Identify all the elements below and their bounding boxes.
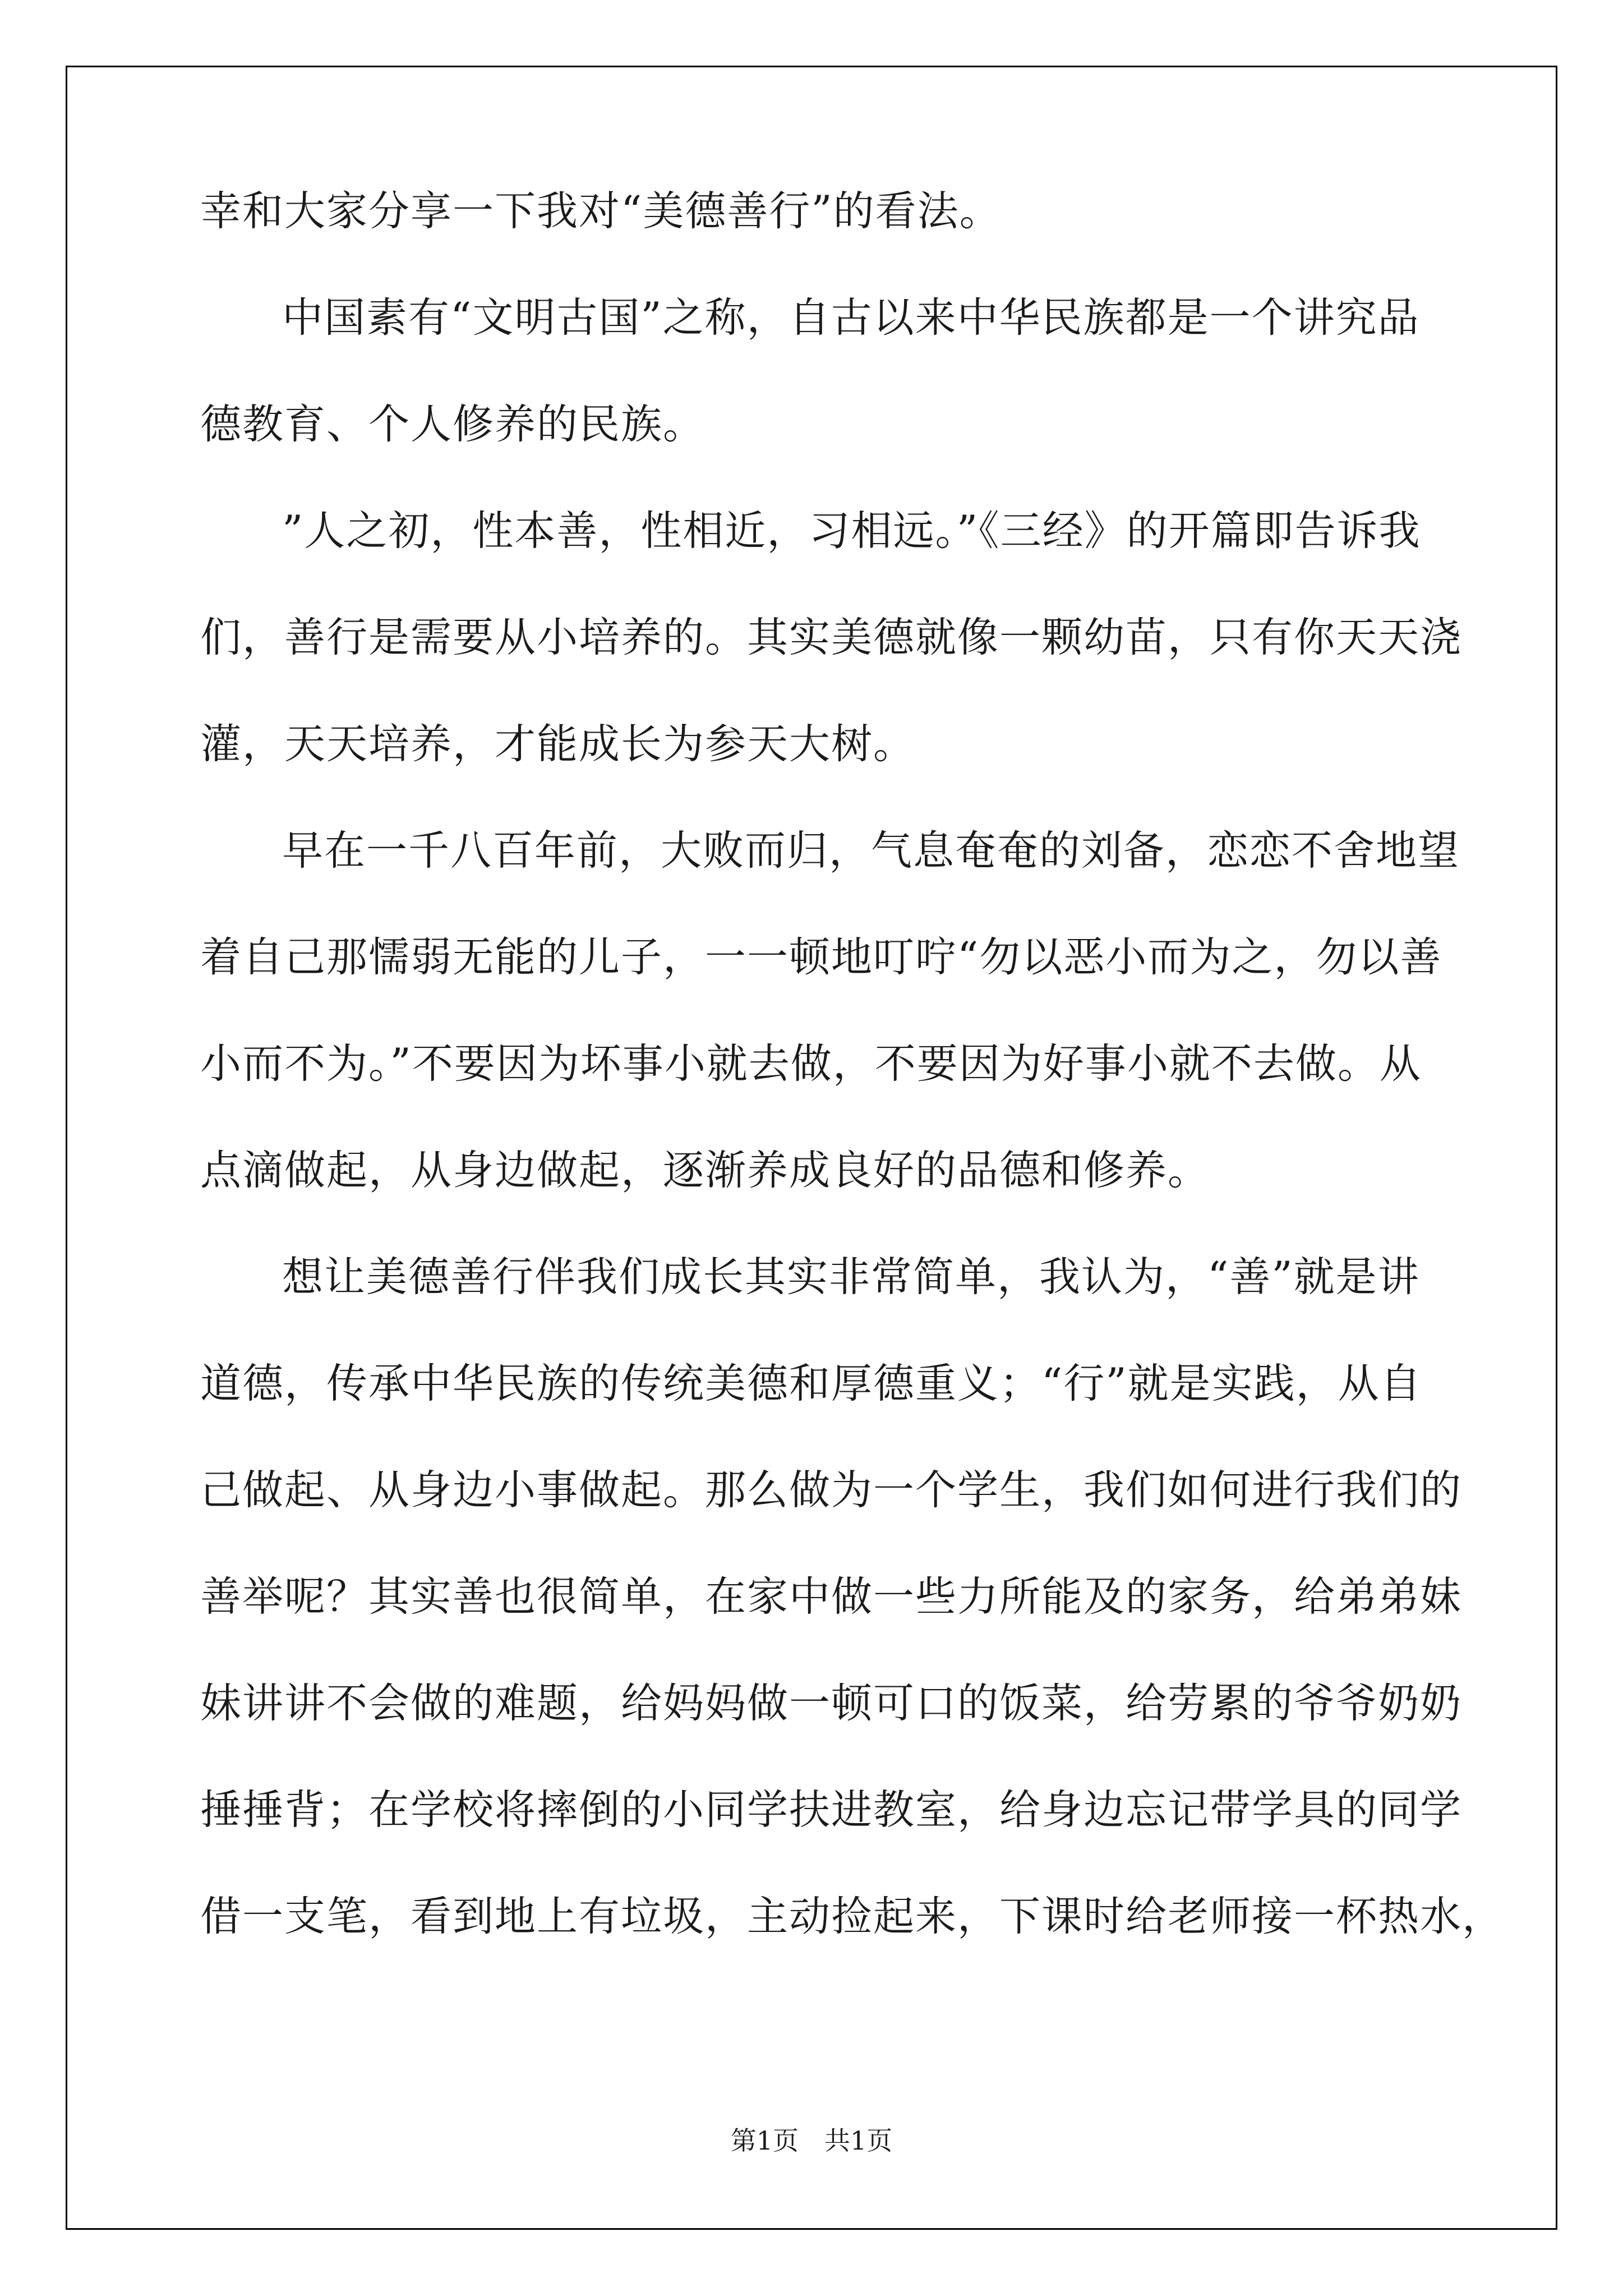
text-line: 中国素有“文明古国”之称，自古以来中华民族都是一个讲究品 <box>282 294 1420 342</box>
text-line: 幸和大家分享一下我对“美德善行”的看法。 <box>200 187 1002 235</box>
page-footer: 第1页 共1页 <box>730 2125 893 2156</box>
text-line: 想让美德善行伴我们成长其实非常简单，我认为，“善”就是讲 <box>282 1253 1420 1301</box>
text-line: 着自己那懦弱无能的儿子，一一顿地叮咛“勿以恶小而为之，勿以善 <box>200 933 1442 981</box>
text-line: 灌，天天培养，才能成长为参天大树。 <box>200 720 915 768</box>
text-line: 捶捶背；在学校将摔倒的小同学扶进教室，给身边忘记带学具的同学 <box>200 1786 1462 1834</box>
text-line: 点滴做起，从身边做起，逐渐养成良好的品德和修养。 <box>200 1147 1210 1194</box>
text-line: ”人之初，性本善，性相近，习相远。”《三经》的开篇即告诉我 <box>282 507 1421 555</box>
text-line: 早在一千八百年前，大败而归，气息奄奄的刘备，恋恋不舍地望 <box>282 827 1460 875</box>
text-line: 道德，传承中华民族的传统美德和厚德重义；“行”就是实践，从自 <box>200 1360 1422 1407</box>
text-line: 借一支笔，看到地上有垃圾，主动捡起来，下课时给老师接一杯热水， <box>200 1893 1504 1940</box>
text-line: 们，善行是需要从小培养的。其实美德就像一颗幼苗，只有你天天浇 <box>200 614 1462 661</box>
text-line: 妹讲讲不会做的难题，给妈妈做一顿可口的饭菜，给劳累的爷爷奶奶 <box>200 1680 1462 1727</box>
text-line: 德教育、个人修养的民族。 <box>200 401 705 448</box>
text-line: 小而不为。”不要因为坏事小就去做，不要因为好事小就不去做。从 <box>200 1040 1422 1088</box>
text-line: 己做起、从身边小事做起。那么做为一个学生，我们如何进行我们的 <box>200 1466 1462 1514</box>
text-line: 善举呢？其实善也很简单，在家中做一些力所能及的家务，给弟弟妹 <box>200 1573 1462 1621</box>
